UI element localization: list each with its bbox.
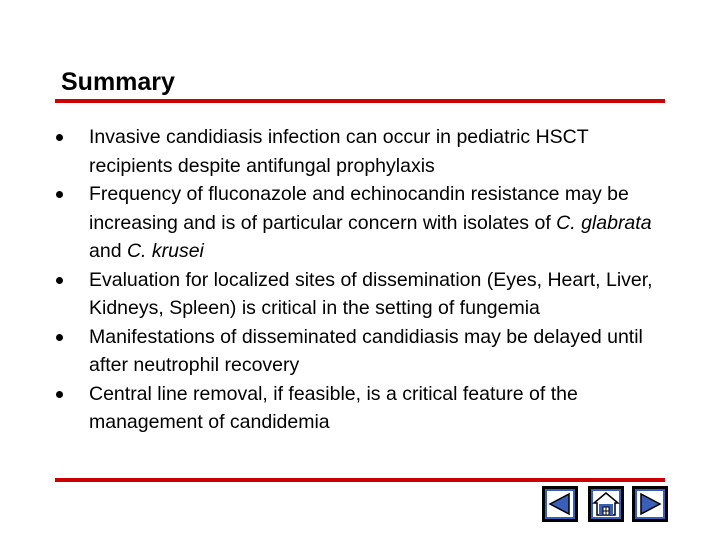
bullet-item [55,123,660,180]
triangle-left-icon [545,489,575,519]
footer-divider [55,478,665,482]
bullet-dot-icon [56,191,63,198]
bullet-item [55,323,660,380]
bullet-item [55,380,660,437]
bullet-list [55,123,660,437]
bullet-text: Central line removal, if feasible, is a critical feature of the management of candidemia [89,382,578,433]
species-name: C. krusei [126,240,204,262]
bullet-text: Manifestations of disseminated candidiasis may be delayed until after neutrophil recovery [89,325,643,376]
home-icon [591,489,621,519]
home-button[interactable] [588,486,624,522]
bullet-text: and [89,240,127,262]
species-name: C. glabrata [556,211,652,234]
slide-title: Summary [61,68,175,96]
bullet-dot-icon [56,391,63,398]
previous-button[interactable] [542,486,578,522]
bullet-item [55,180,660,266]
bullet-text: Evaluation for localized sites of dissemination (Eyes, Heart, Liver, Kidneys, Spleen) is critical in the setting of fungemia [89,268,653,319]
bullet-text: Frequency of fluconazole and echinocandin resistance may be increasing and is of particular concern with isolates of [89,183,629,234]
bullet-dot-icon [56,334,63,341]
bullet-dot-icon [56,134,63,141]
title-divider [55,99,665,103]
bullet-text: Invasive candidiasis infection can occur in pediatric HSCT recipients despite antifungal prophylaxis [89,126,589,177]
bullet-item [55,266,660,323]
bullet-dot-icon [56,277,63,284]
triangle-right-icon [635,489,665,519]
next-button[interactable] [632,486,668,522]
